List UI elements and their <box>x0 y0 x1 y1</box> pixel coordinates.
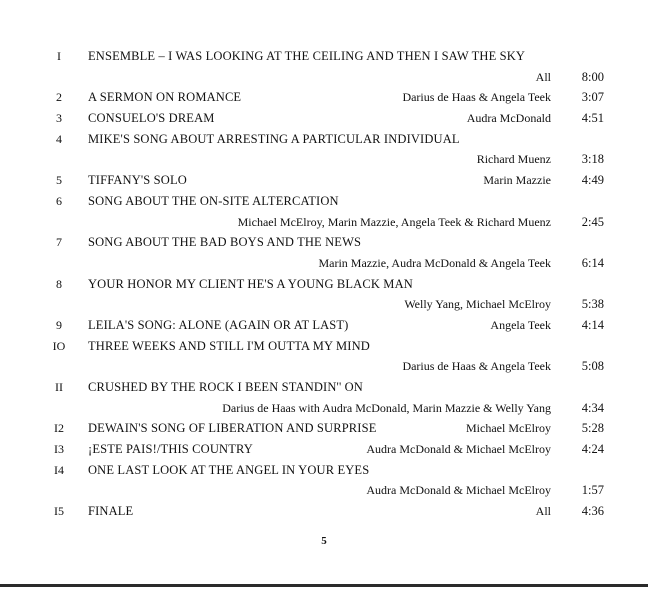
track-number: II <box>55 380 63 394</box>
track-duration: 4:36 <box>581 504 604 519</box>
track-credit-line <box>0 398 648 419</box>
track-title: SONG ABOUT THE BAD BOYS AND THE NEWS <box>88 235 362 250</box>
track-duration: 3:07 <box>581 90 604 105</box>
track-number: 9 <box>56 317 62 332</box>
track-artist: All <box>535 69 551 84</box>
track-artist: Marin Mazzie, Audra McDonald & Angela Teek <box>318 255 551 270</box>
track-title-line <box>0 87 648 108</box>
track-duration: 1:57 <box>581 483 604 498</box>
track-credit-line <box>0 480 648 501</box>
track-title: ¡ESTE PAIS!/THIS COUNTRY <box>88 442 253 457</box>
track-artist: Richard Muenz <box>476 152 551 167</box>
track-entry <box>0 274 648 315</box>
track-title-line <box>0 439 648 460</box>
track-number: 2 <box>56 90 62 105</box>
track-artist: Michael McElroy, Marin Mazzie, Angela Teek & Richard Muenz <box>237 214 551 229</box>
track-title: CONSUELO'S DREAM <box>88 111 215 126</box>
track-artist: Welly Yang, Michael McElroy <box>404 297 551 312</box>
track-artist: Darius de Haas & Angela Teek <box>402 359 551 374</box>
track-number: I <box>57 49 61 63</box>
track-title-line <box>0 336 648 357</box>
track-number: 3 <box>56 111 62 126</box>
track-artist: All <box>535 504 551 519</box>
track-title-line <box>0 501 648 522</box>
track-duration: 4:51 <box>581 111 604 126</box>
track-entry <box>0 170 648 191</box>
track-number: 7 <box>56 235 62 250</box>
track-entry <box>0 439 648 460</box>
track-artist: Audra McDonald & Michael McElroy <box>366 483 551 498</box>
track-title: ENSEMBLE – I WAS LOOKING AT THE CEILING AND THEN I SAW THE SKY <box>88 49 526 63</box>
track-credit-line <box>0 253 648 274</box>
track-number: I4 <box>54 462 64 477</box>
track-title: FINALE <box>88 504 134 519</box>
track-credit-line <box>0 149 648 170</box>
track-title-line <box>0 46 648 67</box>
track-entry <box>0 108 648 129</box>
track-title-line <box>0 129 648 150</box>
track-artist: Marin Mazzie <box>483 173 551 188</box>
track-credit-line <box>0 67 648 88</box>
track-number: 4 <box>56 131 62 146</box>
track-title-line <box>0 108 648 129</box>
track-title-line <box>0 232 648 253</box>
track-title-line <box>0 460 648 481</box>
track-number: I3 <box>54 442 64 457</box>
track-title: MIKE'S SONG ABOUT ARRESTING A PARTICULAR INDIVIDUAL <box>88 131 460 146</box>
track-entry <box>0 46 648 87</box>
track-title-line <box>0 418 648 439</box>
track-artist: Audra McDonald <box>466 111 551 126</box>
track-entry <box>0 191 648 232</box>
track-title: ONE LAST LOOK AT THE ANGEL IN YOUR EYES <box>88 462 370 477</box>
track-title: YOUR HONOR MY CLIENT HE'S A YOUNG BLACK MAN <box>88 276 413 291</box>
track-list <box>0 46 648 522</box>
track-number: 5 <box>56 173 62 188</box>
track-credit-line <box>0 356 648 377</box>
track-duration: 4:24 <box>581 442 604 457</box>
track-duration: 3:18 <box>581 152 604 167</box>
track-entry <box>0 87 648 108</box>
track-entry <box>0 418 648 439</box>
page-number: 5 <box>321 535 327 547</box>
track-title: SONG ABOUT THE ON-SITE ALTERCATION <box>88 193 339 208</box>
track-entry <box>0 315 648 336</box>
track-duration: 5:38 <box>581 297 604 312</box>
track-number: I5 <box>54 504 64 519</box>
track-duration: 4:14 <box>581 317 604 332</box>
track-duration: 4:49 <box>581 173 604 188</box>
track-title: LEILA'S SONG: ALONE (AGAIN OR AT LAST) <box>88 317 349 332</box>
track-title: A SERMON ON ROMANCE <box>88 90 242 105</box>
track-entry <box>0 232 648 273</box>
track-duration: 2:45 <box>581 214 604 229</box>
track-artist: Audra McDonald & Michael McElroy <box>366 442 551 457</box>
track-duration: 5:28 <box>581 421 604 436</box>
track-title-line <box>0 377 648 398</box>
track-entry <box>0 377 648 418</box>
track-title: THREE WEEKS AND STILL I'M OUTTA MY MIND <box>88 338 370 353</box>
track-title-line <box>0 191 648 212</box>
track-duration: 4:34 <box>581 400 604 415</box>
track-title: DEWAIN'S SONG OF LIBERATION AND SURPRISE <box>88 421 377 436</box>
track-artist: Angela Teek <box>490 317 551 332</box>
track-title: TIFFANY'S SOLO <box>88 173 187 188</box>
track-number: 6 <box>56 193 62 208</box>
track-entry <box>0 501 648 522</box>
track-credit-line <box>0 294 648 315</box>
track-title-line <box>0 315 648 336</box>
track-duration: 6:14 <box>581 255 604 270</box>
track-number: IO <box>52 338 66 353</box>
track-title-line <box>0 170 648 191</box>
track-number: 8 <box>56 276 62 291</box>
track-entry <box>0 460 648 501</box>
track-entry <box>0 336 648 377</box>
bottom-rule <box>0 584 648 587</box>
track-number: I2 <box>54 421 64 436</box>
track-title: CRUSHED BY THE ROCK I BEEN STANDIN'' ON <box>88 380 363 394</box>
track-artist: Darius de Haas & Angela Teek <box>402 90 551 105</box>
track-duration: 5:08 <box>581 359 604 374</box>
track-entry <box>0 129 648 170</box>
track-duration: 8:00 <box>581 69 604 84</box>
track-credit-line <box>0 212 648 233</box>
track-title-line <box>0 274 648 295</box>
track-artist: Michael McElroy <box>466 421 551 436</box>
track-artist: Darius de Haas with Audra McDonald, Marin Mazzie & Welly Yang <box>222 400 551 415</box>
